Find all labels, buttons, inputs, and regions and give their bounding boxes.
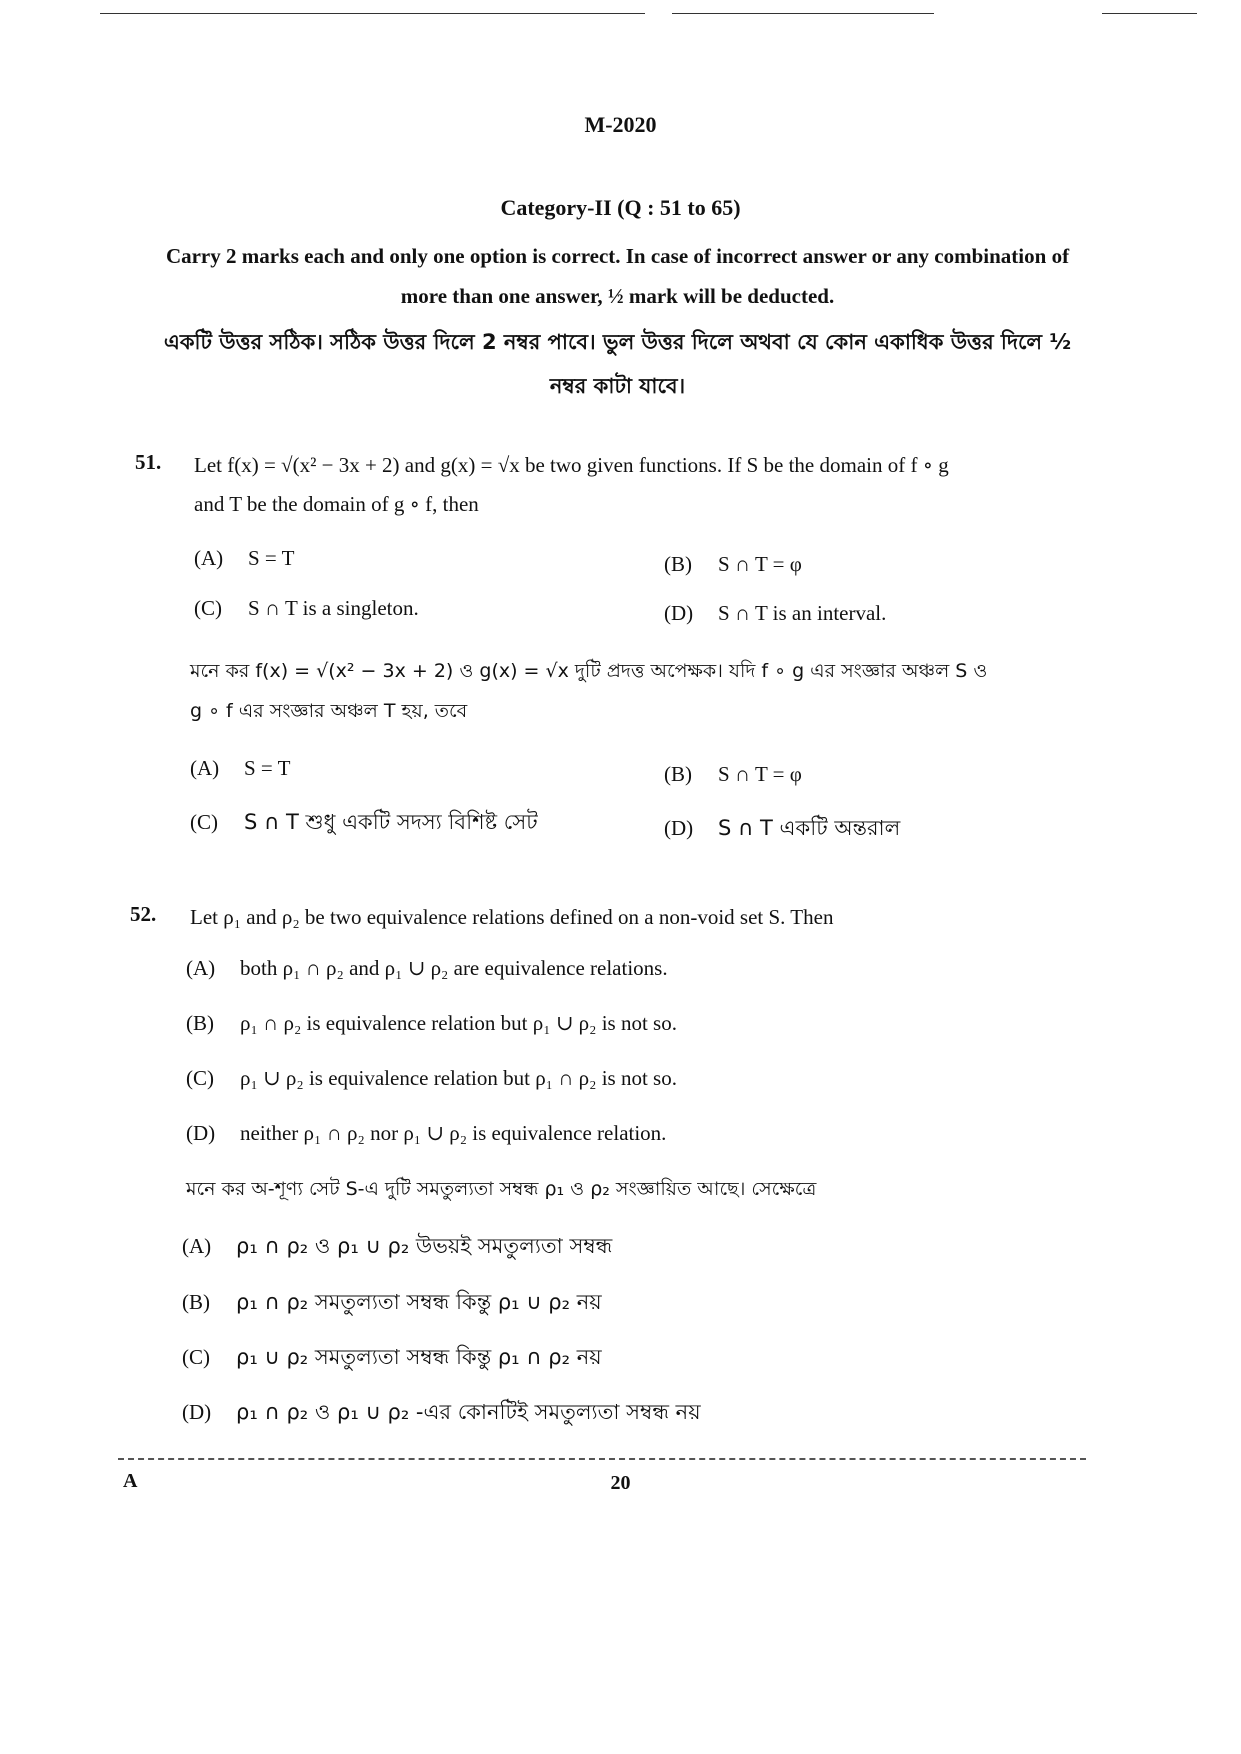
option-text: S ∩ T = φ [718, 762, 802, 786]
option-label: (A) [190, 756, 220, 780]
top-rule-middle [672, 13, 934, 14]
question-51-text-en-line1: Let f(x) = √(x² − 3x + 2) and g(x) = √x be two given functions. If S be the domain of f ∘ g [194, 453, 949, 477]
option-text: ρ₁ ∩ ρ₂ ও ρ₁ ∪ ρ₂ -এর কোনটিই সমতুল্যতা সম্বন্ধ নয় [236, 1400, 701, 1424]
question-51-option-a-en [194, 546, 294, 571]
question-51-option-b-en [664, 552, 802, 577]
option-text: S ∩ T is an interval. [718, 601, 887, 625]
option-label: (C) [186, 1066, 214, 1090]
option-text: ρ₁ ∩ ρ₂ is equivalence relation but ρ₁ ∪ ρ₂ is not so. [240, 1011, 677, 1035]
top-rule-right [1102, 13, 1197, 14]
option-label: (B) [182, 1290, 210, 1314]
question-52-option-d-bn [182, 1396, 701, 1431]
question-52-option-c-en [186, 1066, 677, 1091]
question-52-option-b-bn [182, 1286, 602, 1321]
option-label: (D) [664, 601, 694, 625]
instructions-english: Carry 2 marks each and only one option is correct. In case of incorrect answer or any combination of more than one answer, ½ mark will be deducted. [165, 244, 1070, 308]
question-51-text-en-line2: and T be the domain of g ∘ f, then [194, 492, 479, 516]
top-rule-left [100, 13, 645, 14]
option-text: ρ₁ ∩ ρ₂ ও ρ₁ ∪ ρ₂ উভয়ই সমতুল্যতা সম্বন্ধ [236, 1234, 613, 1258]
paper-code: M-2020 [584, 112, 657, 137]
option-label: (B) [664, 552, 692, 576]
option-label: (B) [664, 762, 692, 786]
option-label: (A) [186, 956, 216, 980]
option-text: both ρ₁ ∩ ρ₂ and ρ₁ ∪ ρ₂ are equivalence relations. [240, 956, 668, 980]
option-text: S = T [248, 546, 295, 570]
option-label: (C) [190, 810, 218, 834]
instructions-bengali: একটি উত্তর সঠিক। সঠিক উত্তর দিলে 2 নম্বর পাবে। ভুল উত্তর দিলে অথবা যে কোন একাধিক উত্তর দিলে ½ নম্বর কাটা যাবে। [163, 330, 1072, 398]
option-text: S ∩ T শুধু একটি সদস্য বিশিষ্ট সেট [244, 810, 538, 834]
option-text: ρ₁ ∩ ρ₂ সমতুল্যতা সম্বন্ধ কিন্তু ρ₁ ∪ ρ₂ নয় [236, 1290, 602, 1314]
question-51-number: 51. [135, 450, 162, 474]
question-51-text-bn-line1: মনে কর f(x) = √(x² − 3x + 2) ও g(x) = √x দুটি প্রদত্ত অপেক্ষক। যদি f ∘ g এর সংজ্ঞার অঞ্চল S ও [190, 660, 988, 682]
option-label: (D) [664, 816, 694, 840]
page-number: 20 [610, 1472, 631, 1494]
option-text: S ∩ T = φ [718, 552, 802, 576]
question-51-option-d-bn [664, 812, 900, 847]
option-label: (C) [194, 596, 222, 620]
option-label: (A) [194, 546, 224, 570]
option-text: S ∩ T একটি অন্তরাল [718, 816, 901, 840]
question-52-option-d-en [186, 1121, 666, 1146]
option-label: (B) [186, 1011, 214, 1035]
question-52-option-a-bn [182, 1230, 612, 1265]
option-text: ρ₁ ∪ ρ₂ সমতুল্যতা সম্বন্ধ কিন্তু ρ₁ ∩ ρ₂ নয় [236, 1345, 602, 1369]
option-text: ρ₁ ∪ ρ₂ is equivalence relation but ρ₁ ∩ ρ₂ is not so. [240, 1066, 677, 1090]
question-52-option-b-en [186, 1011, 677, 1036]
option-label: (C) [182, 1345, 210, 1369]
option-label: (A) [182, 1234, 212, 1258]
option-label: (D) [186, 1121, 216, 1145]
option-label: (D) [182, 1400, 212, 1424]
question-51-option-b-bn [664, 762, 802, 787]
option-text: S = T [244, 756, 291, 780]
question-51-option-d-en [664, 601, 886, 626]
question-52-text-en: Let ρ₁ and ρ₂ be two equivalence relations defined on a non-void set S. Then [190, 905, 834, 929]
question-51-option-a-bn [190, 756, 290, 781]
booklet-set: A [123, 1470, 138, 1492]
option-text: S ∩ T is a singleton. [248, 596, 419, 620]
option-text: neither ρ₁ ∩ ρ₂ nor ρ₁ ∪ ρ₂ is equivalence relation. [240, 1121, 667, 1145]
footer-rule [118, 1458, 1086, 1460]
question-52-option-a-en [186, 956, 668, 981]
question-52-text-bn: মনে কর অ-শূণ্য সেট S-এ দুটি সমতুল্যতা সম্বন্ধ ρ₁ ও ρ₂ সংজ্ঞায়িত আছে। সেক্ষেত্রে [186, 1178, 817, 1200]
question-52-number: 52. [130, 902, 157, 926]
question-51-text-bn-line2: g ∘ f এর সংজ্ঞার অঞ্চল T হয়, তবে [190, 700, 468, 722]
category-title: Category-II (Q : 51 to 65) [500, 195, 741, 220]
question-51-option-c-bn [190, 806, 538, 841]
question-51-option-c-en [194, 596, 419, 621]
question-52-option-c-bn [182, 1341, 602, 1376]
